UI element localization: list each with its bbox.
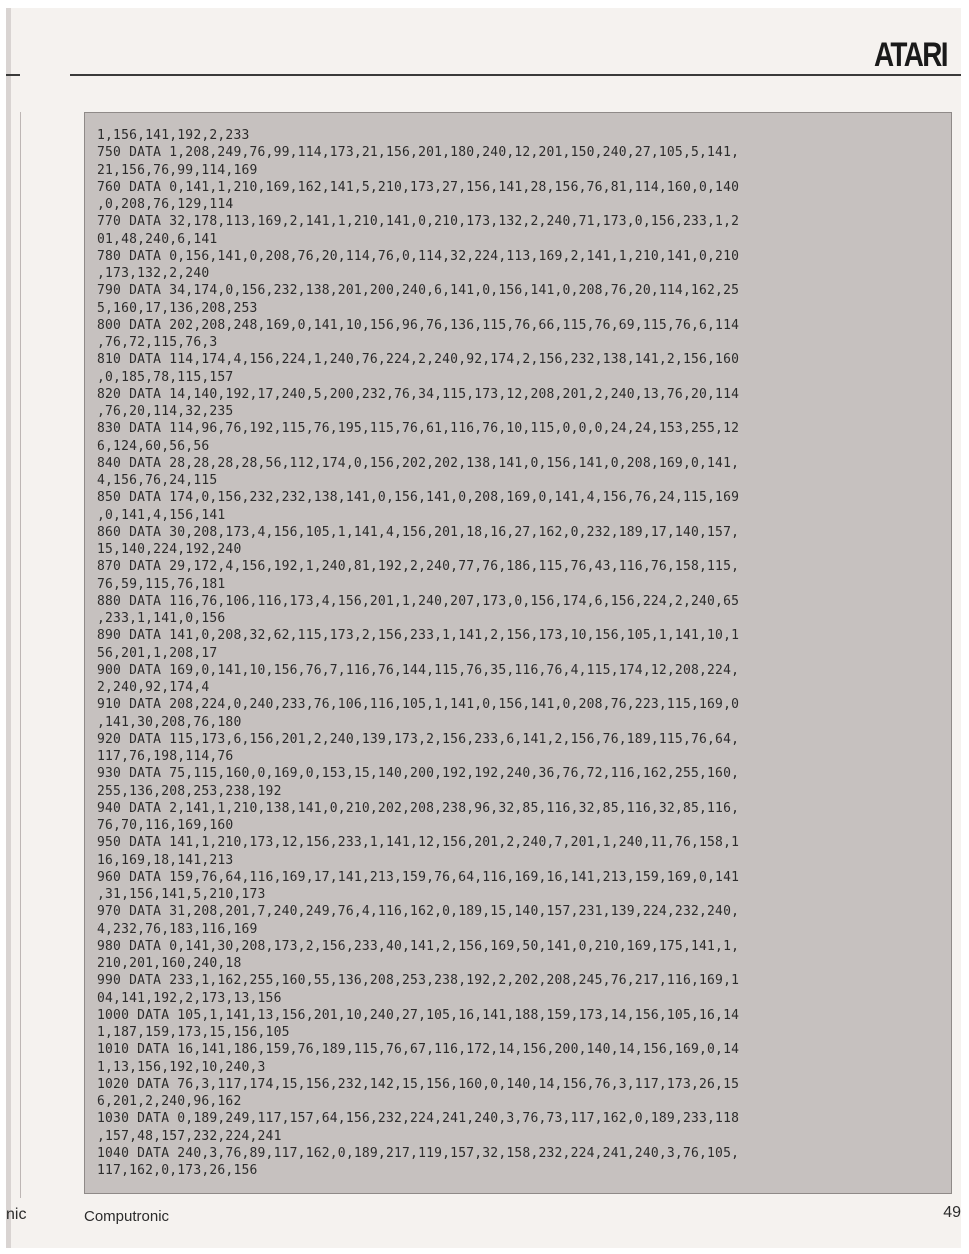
- header-rule: [70, 74, 961, 76]
- listing-line: 2,240,92,174,4: [97, 680, 210, 695]
- listing-line: ,233,1,141,0,156: [97, 611, 226, 626]
- listing-line: 04,141,192,2,173,13,156: [97, 990, 282, 1006]
- listing-line: 1010 DATA 16,141,186,159,76,189,115,76,67,116,172,14,156,200,140,14,156,169,0,14: [97, 1042, 740, 1058]
- listing-line: 980 DATA 0,141,30,208,173,2,156,233,40,141,2,156,169,50,141,0,210,169,175,141,1,: [97, 938, 740, 954]
- listing-line: 930 DATA 75,115,160,0,169,0,153,15,140,200,192,192,240,36,76,72,116,162,255,160,: [97, 766, 740, 782]
- listing-line: 4,156,76,24,115: [97, 473, 218, 488]
- listing-line: 850 DATA 174,0,156,232,232,138,141,0,156,141,0,208,169,0,141,4,156,76,24,115,169: [97, 490, 740, 506]
- listing-line: 6,124,60,56,56: [97, 438, 210, 454]
- listing-line: 56,201,1,208,17: [97, 645, 218, 661]
- program-listing: [84, 112, 952, 1194]
- listing-line: 16,169,18,141,213: [97, 852, 234, 868]
- listing-line: 1040 DATA 240,3,76,89,117,162,0,189,217,119,157,32,158,232,224,241,240,3,76,105,: [97, 1145, 740, 1161]
- listing-line: ,76,20,114,32,235: [97, 404, 234, 419]
- listing-line: ,173,132,2,240: [97, 266, 210, 281]
- listing-line: ,76,72,115,76,3: [97, 335, 218, 350]
- listing-line: 790 DATA 34,174,0,156,232,138,201,200,240,6,141,0,156,141,0,208,76,20,114,162,25: [97, 283, 740, 299]
- listing-line: 210,201,160,240,18: [97, 956, 242, 971]
- brand-heading: ATARI: [874, 36, 947, 74]
- listing-line: 21,156,76,99,114,169: [97, 162, 258, 178]
- listing-line: 76,70,116,169,160: [97, 818, 234, 833]
- listing-line: ,141,30,208,76,180: [97, 714, 242, 730]
- listing-line: 1,187,159,173,15,156,105: [97, 1025, 290, 1040]
- listing-line: 860 DATA 30,208,173,4,156,105,1,141,4,156,201,18,16,27,162,0,232,189,17,140,157,: [97, 524, 740, 540]
- listing-line: 820 DATA 14,140,192,17,240,5,200,232,76,34,115,173,12,208,201,2,240,13,76,20,114: [97, 386, 740, 402]
- listing-line: 1020 DATA 76,3,117,174,15,156,232,142,15,156,160,0,140,14,156,76,3,117,173,26,15: [97, 1076, 740, 1092]
- listing-line: 01,48,240,6,141: [97, 231, 218, 247]
- listing-line: 970 DATA 31,208,201,7,240,249,76,4,116,162,0,189,15,140,157,231,139,224,232,240,: [97, 904, 740, 920]
- listing-line: 900 DATA 169,0,141,10,156,76,7,116,76,144,115,76,35,116,76,4,115,174,12,208,224,: [97, 662, 740, 678]
- listing-line: 1000 DATA 105,1,141,13,156,201,10,240,27,105,16,141,188,159,173,14,156,105,16,14: [97, 1007, 740, 1023]
- magazine-page: [6, 8, 961, 1248]
- listing-line: 830 DATA 114,96,76,192,115,76,195,115,76,61,116,76,10,115,0,0,0,24,24,153,255,12: [97, 421, 740, 437]
- listing-line: 870 DATA 29,172,4,156,192,1,240,81,192,2,240,77,76,186,115,76,43,116,76,158,115,: [97, 559, 740, 575]
- listing-line: 940 DATA 2,141,1,210,138,141,0,210,202,208,238,96,32,85,116,32,85,116,32,85,116,: [97, 800, 740, 816]
- listing-line: 990 DATA 233,1,162,255,160,55,136,208,253,238,192,2,202,208,245,76,217,116,169,1: [97, 973, 740, 989]
- listing-line: ,157,48,157,232,224,241: [97, 1128, 282, 1144]
- adjacent-page-column: [6, 112, 21, 1198]
- listing-line: 117,162,0,173,26,156: [97, 1163, 258, 1178]
- listing-line: ,0,185,78,115,157: [97, 369, 234, 385]
- listing-line: 880 DATA 116,76,106,116,173,4,156,201,1,240,207,173,0,156,174,6,156,224,2,240,65: [97, 593, 740, 609]
- listing-line: 255,136,208,253,238,192: [97, 783, 282, 799]
- listing-line: ,0,208,76,129,114: [97, 197, 234, 212]
- listing-line: 117,76,198,114,76: [97, 749, 234, 764]
- listing-line: 780 DATA 0,156,141,0,208,76,20,114,76,0,114,32,224,113,169,2,141,1,210,141,0,210: [97, 248, 740, 264]
- listing-line: 5,160,17,136,208,253: [97, 300, 258, 316]
- listing-line: 760 DATA 0,141,1,210,169,162,141,5,210,173,27,156,141,28,156,76,81,114,160,0,140: [97, 179, 740, 195]
- listing-line: ,0,141,4,156,141: [97, 507, 226, 523]
- listing-line: 890 DATA 141,0,208,32,62,115,173,2,156,233,1,141,2,156,173,10,156,105,1,141,10,1: [97, 628, 740, 644]
- listing-line: 800 DATA 202,208,248,169,0,141,10,156,96,76,136,115,76,66,115,76,69,115,76,6,114: [97, 317, 740, 333]
- listing-line: 6,201,2,240,96,162: [97, 1094, 242, 1109]
- adjacent-page-footer: nic: [6, 1206, 27, 1223]
- listing-line: 840 DATA 28,28,28,28,56,112,174,0,156,202,202,138,141,0,156,141,0,208,169,0,141,: [97, 455, 740, 471]
- listing-line: 810 DATA 114,174,4,156,224,1,240,76,224,2,240,92,174,2,156,232,138,141,2,156,160: [97, 352, 740, 368]
- listing-line: 76,59,115,76,181: [97, 576, 226, 592]
- listing-line: 15,140,224,192,240: [97, 542, 242, 557]
- listing-line: 1,156,141,192,2,233: [97, 128, 250, 143]
- listing-line: 910 DATA 208,224,0,240,233,76,106,116,105,1,141,0,156,141,0,208,76,223,115,169,0: [97, 697, 740, 713]
- listing-line: 1030 DATA 0,189,249,117,157,64,156,232,224,241,240,3,76,73,117,162,0,189,233,118: [97, 1111, 740, 1127]
- adjacent-page-rule: [6, 74, 20, 76]
- listing-line: 1,13,156,192,10,240,3: [97, 1059, 266, 1075]
- listing-line: 750 DATA 1,208,249,76,99,114,173,21,156,201,180,240,12,201,150,240,27,105,5,141,: [97, 145, 740, 161]
- magazine-name: Computronic: [84, 1208, 170, 1225]
- page-number: 49: [943, 1204, 961, 1221]
- listing-line: 770 DATA 32,178,113,169,2,141,1,210,141,0,210,173,132,2,240,71,173,0,156,233,1,2: [97, 214, 740, 230]
- listing-line: 950 DATA 141,1,210,173,12,156,233,1,141,12,156,201,2,240,7,201,1,240,11,76,158,1: [97, 835, 740, 851]
- listing-line: 960 DATA 159,76,64,116,169,17,141,213,159,76,64,116,169,16,141,213,159,169,0,141: [97, 869, 740, 885]
- listing-line: 4,232,76,183,116,169: [97, 921, 258, 937]
- listing-line: ,31,156,141,5,210,173: [97, 887, 266, 902]
- listing-line: 920 DATA 115,173,6,156,201,2,240,139,173,2,156,233,6,141,2,156,76,189,115,76,64,: [97, 731, 740, 747]
